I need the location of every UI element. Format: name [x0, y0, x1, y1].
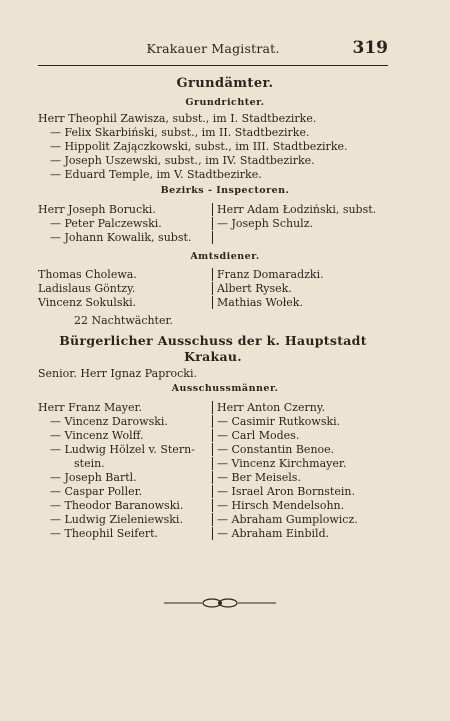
ausschuss-member: Herr Anton Czerny. [212, 401, 325, 414]
ausschuss-member: — Ludwig Hölzel v. Stern- [50, 443, 195, 456]
amtsdiener-entry: Franz Domaradzki. [212, 268, 324, 281]
inspector-entry: — Peter Palczewski. [50, 217, 162, 230]
ausschuss-member: — Caspar Poller. [50, 485, 143, 498]
subheading-grundrichter: Grundrichter. [185, 97, 265, 108]
ausschuss-member: stein. [74, 457, 105, 470]
ausschuss-member: — Vincenz Wolff. [50, 429, 144, 442]
header-rule [38, 65, 388, 66]
page-header [38, 38, 388, 62]
page-number: 319 [352, 38, 388, 58]
grundrichter-entry: — Eduard Temple, im V. Stadtbezirke. [50, 168, 262, 181]
inspector-entry: — Johann Kowalik, subst. [50, 231, 192, 244]
amtsdiener-entry: Ladislaus Göntzy. [38, 282, 136, 295]
inspector-entry: — Joseph Schulz. [212, 217, 313, 230]
ausschuss-member: — Ber Meisels. [212, 471, 301, 484]
grundrichter-entry: — Felix Skarbiński, subst., im II. Stadtbezirke. [50, 126, 310, 139]
ausschuss-member: — Ludwig Zieleniewski. [50, 513, 183, 526]
ausschuss-heading-line1: Bürgerlicher Ausschuss der k. Hauptstadt [59, 333, 367, 348]
ausschuss-member: — Israel Aron Bornstein. [212, 485, 355, 498]
ausschuss-member: — Abraham Einbild. [212, 527, 329, 540]
ausschuss-member: — Constantin Benoe. [212, 443, 334, 456]
section-heading-ausschuss [38, 333, 388, 365]
amtsdiener-entry: Vincenz Sokulski. [38, 296, 137, 309]
amtsdiener-entry: Thomas Cholewa. [38, 268, 137, 281]
running-title: Krakauer Magistrat. [146, 41, 280, 56]
ausschuss-member: — Theodor Baranowski. [50, 499, 184, 512]
ausschuss-member: — Casimir Rutkowski. [212, 415, 340, 428]
inspector-entry: Herr Adam Łodziński, subst. [212, 203, 376, 216]
section-heading-grundamter: Grundämter. [176, 76, 274, 91]
amtsdiener-entry: Mathias Wołek. [212, 296, 303, 309]
amtsdiener-entry: Albert Rysek. [212, 282, 292, 295]
inspector-entry: Herr Joseph Borucki. [38, 203, 156, 216]
senior-entry: Senior. Herr Ignaz Paprocki. [38, 367, 197, 380]
nachtwachter-note: 22 Nachtwächter. [74, 314, 174, 327]
subheading-ausschussmanner: Ausschussmänner. [171, 383, 279, 394]
grundrichter-entry: Herr Theophil Zawisza, subst., im I. Stadtbezirke. [38, 112, 317, 125]
ausschuss-member: — Abraham Gumplowicz. [212, 513, 358, 526]
grundrichter-entry: — Joseph Uszewski, subst., im IV. Stadtbezirke. [50, 154, 315, 167]
ausschuss-member: Herr Franz Mayer. [38, 401, 143, 414]
ausschuss-member: — Vincenz Darowski. [50, 415, 168, 428]
ausschuss-member: — Theophil Seifert. [50, 527, 159, 540]
ornament-divider [160, 596, 280, 610]
ausschuss-heading-line2: Krakau. [184, 349, 242, 364]
ausschuss-member: — Carl Modes. [212, 429, 299, 442]
ausschuss-member: — Hirsch Mendelsohn. [212, 499, 344, 512]
subheading-amtsdiener: Amtsdiener. [190, 251, 260, 262]
ausschuss-member: — Vincenz Kirchmayer. [212, 457, 346, 470]
grundrichter-entry: — Hippolit Zajączkowski, subst., im III. Stadtbezirke. [50, 140, 348, 153]
subheading-bezirks-inspectoren: Bezirks - Inspectoren. [160, 185, 290, 196]
ausschuss-member: — Joseph Bartl. [50, 471, 137, 484]
column-divider [212, 231, 217, 244]
